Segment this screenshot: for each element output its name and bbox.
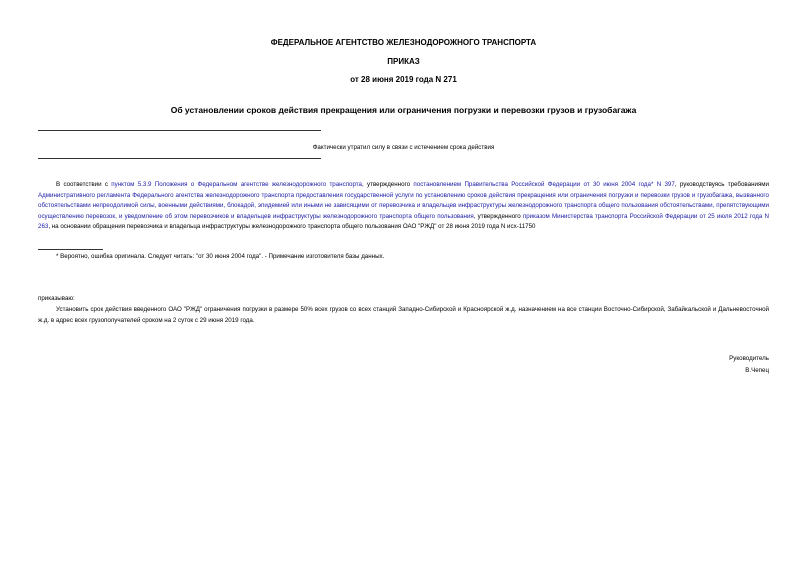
document-type: ПРИКАЗ bbox=[387, 57, 420, 66]
status-note: Фактически утратил силу в связи с истечением срока действия bbox=[312, 144, 495, 151]
order-paragraph: Установить срок действия введенного ОАО "РЖД" ограничения погрузки в размере 50% всех грузов со всех станций Западно-Сибирской и Красноярской ж.д. назначением на все станции Восточно-Сибирской, Забайкальской и Дальневосточной ж.д. в адрес всех грузополучателей сроком на 2 суток с 29 июня 2019 года. bbox=[38, 306, 769, 324]
agency-name: ФЕДЕРАЛЬНОЕ АГЕНТСТВО ЖЕЛЕЗНОДОРОЖНОГО ТРАНСПОРТА bbox=[270, 38, 537, 47]
preamble-text: В соответствии с bbox=[56, 181, 112, 188]
document-date-number: от 28 июня 2019 года N 271 bbox=[350, 75, 457, 84]
footnote: * Вероятно, ошибка оригинала. Следует читать: "от 30 июня 2004 года". - Примечание изготовителя базы данных. bbox=[56, 253, 385, 260]
link-regulation-clause[interactable]: пунктом 5.3.9 Положения о Федеральном агентстве железнодорожного транспорта bbox=[111, 181, 362, 188]
order-word: приказываю: bbox=[38, 295, 75, 302]
preamble-paragraph bbox=[38, 180, 769, 233]
preamble-text: , на основании обращения перевозчика и владельца инфраструктуры железнодорожного транспорта общего пользования ОАО "РЖД" от 28 июня 2019 года N исх-11750 bbox=[48, 223, 536, 230]
link-government-resolution[interactable]: постановлением Правительства Российской Федерации от 30 июня 2004 года* N 397 bbox=[413, 181, 675, 188]
preamble-text: , утвержденного bbox=[473, 212, 523, 220]
link-administrative-regulation[interactable]: Административного регламента Федерального агентства железнодорожного транспорта предоставления государственной услуги по установлению сроков действия прекращения или ограничения погрузки и перевозки грузов и грузобагажа, вызванного обстоятельствами непреодолимой силы, военными действиями, блокадой, эпидемией или иными не зависящими от перевозчика и владельцев инфраструктуры железнодорожного транспорта общего пользования обстоятельствами, препятствующими осуществлению перевозок, и уведомление об этом перевозчиков и владельцев инфраструктуры железнодорожного транспорта общего пользования bbox=[38, 191, 769, 220]
divider-top bbox=[38, 130, 321, 131]
document-title: Об установлении сроков действия прекращения или ограничения погрузки и перевозки грузов и грузобагажа bbox=[170, 105, 637, 115]
preamble-text: , руководствуясь требованиями bbox=[674, 181, 770, 188]
divider-bottom bbox=[38, 158, 321, 159]
link-ministry-order[interactable]: приказом Министерства транспорта Российской Федерации от 25 июля 2012 года N 263 bbox=[38, 212, 769, 230]
signatory-name: В.Чепец bbox=[745, 367, 769, 374]
preamble-text: , утвержденного bbox=[361, 181, 414, 188]
signatory-role: Руководитель bbox=[729, 355, 769, 362]
footnote-divider bbox=[38, 249, 103, 250]
